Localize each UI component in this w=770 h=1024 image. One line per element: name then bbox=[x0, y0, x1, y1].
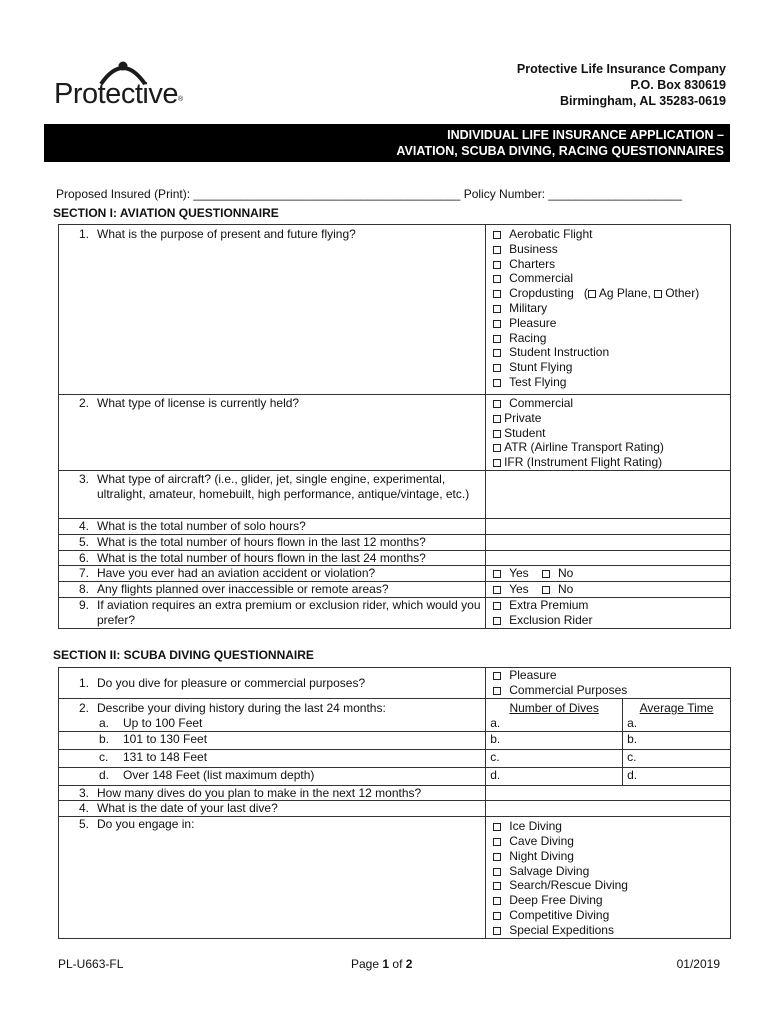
table-row bbox=[59, 817, 731, 939]
answer-cell bbox=[486, 395, 731, 471]
option-dive-commercial[interactable]: Commercial Purposes bbox=[486, 683, 730, 698]
checkbox-icon[interactable] bbox=[493, 430, 501, 438]
question-cell bbox=[59, 767, 486, 785]
checkbox-icon[interactable] bbox=[493, 672, 501, 680]
depth-row-a: a. Up to 100 Feet bbox=[99, 715, 203, 730]
table-row bbox=[59, 801, 731, 817]
option-license-ifr[interactable]: IFR (Instrument Flight Rating) bbox=[486, 455, 730, 470]
option-exclusion-rider[interactable]: Exclusion Rider bbox=[486, 613, 730, 628]
checkbox-icon[interactable] bbox=[493, 400, 501, 408]
question-cell: 1. What is the purpose of present and future flying? bbox=[59, 225, 486, 395]
table-row bbox=[59, 566, 731, 582]
checkbox-icon[interactable] bbox=[493, 444, 501, 452]
checkbox-icon[interactable] bbox=[493, 838, 501, 846]
answer-cell bbox=[486, 225, 731, 395]
table-row bbox=[59, 597, 731, 628]
answer-cell[interactable] bbox=[486, 534, 731, 550]
answer-cell bbox=[486, 817, 731, 939]
checkbox-yes-icon[interactable] bbox=[493, 570, 501, 578]
table-row bbox=[59, 225, 731, 395]
checkbox-icon[interactable] bbox=[493, 364, 501, 372]
city-line: Birmingham, AL 35283-0619 bbox=[559, 94, 726, 108]
table-row bbox=[59, 550, 731, 566]
question-cell bbox=[59, 749, 486, 767]
question-text: What type of aircraft? (i.e., glider, jet, single engine, experimental, ultralight, amateur, homebuilt, high performance, antique/vintage, etc.) bbox=[97, 471, 470, 501]
answer-cell bbox=[486, 582, 731, 598]
checkbox-icon[interactable] bbox=[493, 335, 501, 343]
answer-cell bbox=[486, 566, 731, 582]
option-business[interactable]: Business bbox=[486, 242, 730, 257]
question-cell: 5. Do you engage in: bbox=[59, 817, 486, 939]
checkbox-icon[interactable] bbox=[493, 320, 501, 328]
option-license-student[interactable]: Student bbox=[486, 426, 730, 441]
question-text: Have you ever had an aviation accident or violation? bbox=[97, 566, 376, 581]
question-cell: 2. Describe your diving history during the last 24 months: a. Up to 100 Feet bbox=[59, 699, 486, 732]
table-row bbox=[59, 470, 731, 518]
checkbox-other-icon[interactable] bbox=[654, 290, 662, 298]
question-cell: 6. What is the total number of hours flown in the last 24 months? bbox=[59, 550, 486, 566]
option-military[interactable]: Military bbox=[486, 301, 730, 316]
question-text: Any flights planned over inaccessible or remote areas? bbox=[97, 582, 389, 597]
option-dive-pleasure[interactable]: Pleasure bbox=[486, 668, 730, 683]
option-deep-free-diving[interactable]: Deep Free Diving bbox=[486, 893, 730, 908]
checkbox-icon[interactable] bbox=[493, 602, 501, 610]
question-text: If aviation requires an extra premium or exclusion rider, which would you prefer? bbox=[97, 597, 481, 627]
company-name: Protective Life Insurance Company bbox=[516, 62, 726, 76]
question-text: Do you engage in: bbox=[97, 817, 195, 832]
answer-cell[interactable] bbox=[486, 801, 731, 817]
checkbox-icon[interactable] bbox=[493, 290, 501, 298]
table-row bbox=[59, 395, 731, 471]
answer-cell[interactable] bbox=[486, 470, 731, 518]
company-address bbox=[517, 61, 726, 109]
answer-cell[interactable] bbox=[486, 550, 731, 566]
company-logo: Protective® bbox=[54, 78, 183, 110]
checkbox-icon[interactable] bbox=[493, 261, 501, 269]
checkbox-icon[interactable] bbox=[493, 617, 501, 625]
checkbox-icon[interactable] bbox=[493, 687, 501, 695]
dives-cell-d[interactable]: d. bbox=[486, 767, 623, 785]
po-box: P.O. Box 830619 bbox=[630, 78, 726, 92]
option-aerobatic[interactable]: Aerobatic Flight bbox=[486, 227, 730, 242]
proposed-insured-field[interactable]: Proposed Insured (Print): ________________________________________ bbox=[56, 187, 461, 201]
question-text: What is the total number of solo hours? bbox=[97, 518, 306, 533]
question-text: What is the total number of hours flown in the last 24 months? bbox=[97, 550, 426, 565]
aviation-table bbox=[58, 224, 731, 629]
option-license-commercial[interactable]: Commercial bbox=[486, 396, 730, 411]
section-1-title: SECTION I: AVIATION QUESTIONNAIRE bbox=[53, 206, 279, 220]
question-cell: 2. What type of license is currently held? bbox=[59, 395, 486, 471]
checkbox-yes-icon[interactable] bbox=[493, 586, 501, 594]
answer-cell bbox=[486, 668, 731, 699]
checkbox-icon[interactable] bbox=[493, 853, 501, 861]
checkbox-icon[interactable] bbox=[493, 868, 501, 876]
question-cell: 3. How many dives do you plan to make in the next 12 months? bbox=[59, 785, 486, 801]
checkbox-icon[interactable] bbox=[493, 459, 501, 467]
dives-cell-b[interactable]: b. bbox=[486, 731, 623, 749]
question-cell: 3. What type of aircraft? (i.e., glider, jet, single engine, experimental, ultralight, amateur, homebuilt, high performance, antique/vintage, etc.) bbox=[59, 470, 486, 518]
option-night-diving[interactable]: Night Diving bbox=[486, 849, 730, 864]
policy-number-field[interactable]: Policy Number: ____________________ bbox=[463, 187, 682, 201]
checkbox-icon[interactable] bbox=[493, 305, 501, 313]
question-cell: 5. What is the total number of hours flown in the last 12 months? bbox=[59, 534, 486, 550]
question-text: What is the purpose of present and future flying? bbox=[97, 227, 356, 241]
option-search-rescue-diving[interactable]: Search/Rescue Diving bbox=[486, 878, 730, 893]
time-cell-b[interactable]: b. bbox=[623, 731, 731, 749]
table-row bbox=[59, 534, 731, 550]
average-time-header: Average Time bbox=[639, 701, 714, 715]
option-license-atr[interactable]: ATR (Airline Transport Rating) bbox=[486, 440, 730, 455]
checkbox-icon[interactable] bbox=[493, 246, 501, 254]
banner-line-1: INDIVIDUAL LIFE INSURANCE APPLICATION – bbox=[447, 128, 724, 142]
checkbox-ag-plane-icon[interactable] bbox=[588, 290, 596, 298]
question-cell bbox=[59, 731, 486, 749]
question-text: What is the total number of hours flown in the last 12 months? bbox=[97, 534, 426, 549]
banner-line-2: AVIATION, SCUBA DIVING, RACING QUESTIONNAIRES bbox=[396, 144, 724, 158]
insured-line bbox=[56, 187, 682, 201]
table-row bbox=[59, 699, 731, 732]
form-id: PL-U663-FL bbox=[58, 957, 124, 971]
option-stunt-flying[interactable]: Stunt Flying bbox=[486, 360, 730, 375]
checkbox-icon[interactable] bbox=[493, 349, 501, 357]
checkbox-icon[interactable] bbox=[493, 379, 501, 387]
table-row bbox=[59, 668, 731, 699]
option-test-flying[interactable]: Test Flying bbox=[486, 375, 730, 390]
table-row bbox=[59, 582, 731, 598]
depth-row-b: b. 101 to 130 Feet bbox=[99, 731, 208, 746]
page-number: Page 1 of 2 bbox=[351, 957, 413, 971]
table-row bbox=[59, 767, 731, 785]
option-pleasure[interactable]: Pleasure bbox=[486, 316, 730, 331]
option-competitive-diving[interactable]: Competitive Diving bbox=[486, 908, 730, 923]
dives-cell-c[interactable]: c. bbox=[486, 749, 623, 767]
question-text: Do you dive for pleasure or commercial purposes? bbox=[97, 675, 366, 690]
option-commercial[interactable]: Commercial bbox=[486, 271, 730, 286]
option-special-expeditions[interactable]: Special Expeditions bbox=[486, 923, 730, 938]
time-cell-d[interactable]: d. bbox=[623, 767, 731, 785]
option-racing[interactable]: Racing bbox=[486, 331, 730, 346]
time-cell-c[interactable]: c. bbox=[623, 749, 731, 767]
question-cell: 8. Any flights planned over inaccessible or remote areas? bbox=[59, 582, 486, 598]
checkbox-icon[interactable] bbox=[493, 231, 501, 239]
answer-cell[interactable] bbox=[486, 518, 731, 534]
answer-cell[interactable] bbox=[486, 785, 731, 801]
checkbox-icon[interactable] bbox=[493, 275, 501, 283]
question-cell: 7. Have you ever had an aviation accident or violation? bbox=[59, 566, 486, 582]
option-salvage-diving[interactable]: Salvage Diving bbox=[486, 864, 730, 879]
number-of-dives-header: Number of Dives bbox=[509, 701, 599, 715]
option-ice-diving[interactable]: Ice Diving bbox=[486, 819, 730, 834]
depth-row-c: c. 131 to 148 Feet bbox=[99, 749, 208, 764]
checkbox-no-icon[interactable] bbox=[542, 570, 550, 578]
yes-no-q8: Yes No bbox=[486, 582, 730, 597]
checkbox-icon[interactable] bbox=[493, 882, 501, 890]
option-license-private[interactable]: Private bbox=[486, 411, 730, 426]
option-extra-premium[interactable]: Extra Premium bbox=[486, 598, 730, 613]
option-charters[interactable]: Charters bbox=[486, 257, 730, 272]
table-row bbox=[59, 749, 731, 767]
checkbox-icon[interactable] bbox=[493, 415, 501, 423]
question-cell: 4. What is the total number of solo hours? bbox=[59, 518, 486, 534]
table-row bbox=[59, 518, 731, 534]
question-cell: 9. If aviation requires an extra premium or exclusion rider, which would you prefer? bbox=[59, 597, 486, 628]
checkbox-icon[interactable] bbox=[493, 897, 501, 905]
checkbox-icon[interactable] bbox=[493, 927, 501, 935]
form-date: 01/2019 bbox=[676, 957, 720, 971]
section-2-title: SECTION II: SCUBA DIVING QUESTIONNAIRE bbox=[53, 648, 314, 662]
option-cave-diving[interactable]: Cave Diving bbox=[486, 834, 730, 849]
checkbox-no-icon[interactable] bbox=[542, 586, 550, 594]
scuba-table bbox=[58, 667, 731, 939]
checkbox-icon[interactable] bbox=[493, 912, 501, 920]
question-text: Describe your diving history during the last 24 months: bbox=[97, 701, 386, 715]
answer-cell bbox=[486, 597, 731, 628]
depth-row-d: d. Over 148 Feet (list maximum depth) bbox=[99, 767, 315, 782]
question-text: What type of license is currently held? bbox=[97, 396, 300, 410]
table-row bbox=[59, 785, 731, 801]
dives-cell-a[interactable]: Number of Dives a. bbox=[486, 699, 623, 732]
question-text: How many dives do you plan to make in the next 12 months? bbox=[97, 785, 422, 800]
option-student-instruction[interactable]: Student Instruction bbox=[486, 345, 730, 360]
yes-no-q7: Yes No bbox=[486, 566, 730, 581]
question-cell: 4. What is the date of your last dive? bbox=[59, 801, 486, 817]
title-banner bbox=[44, 124, 730, 162]
checkbox-icon[interactable] bbox=[493, 823, 501, 831]
question-text: What is the date of your last dive? bbox=[97, 801, 278, 816]
question-cell: 1. Do you dive for pleasure or commercial purposes? bbox=[59, 668, 486, 699]
option-cropdusting[interactable]: Cropdusting ( Ag Plane, Other) bbox=[486, 286, 730, 301]
table-row bbox=[59, 731, 731, 749]
time-cell-a[interactable]: Average Time a. bbox=[623, 699, 731, 732]
